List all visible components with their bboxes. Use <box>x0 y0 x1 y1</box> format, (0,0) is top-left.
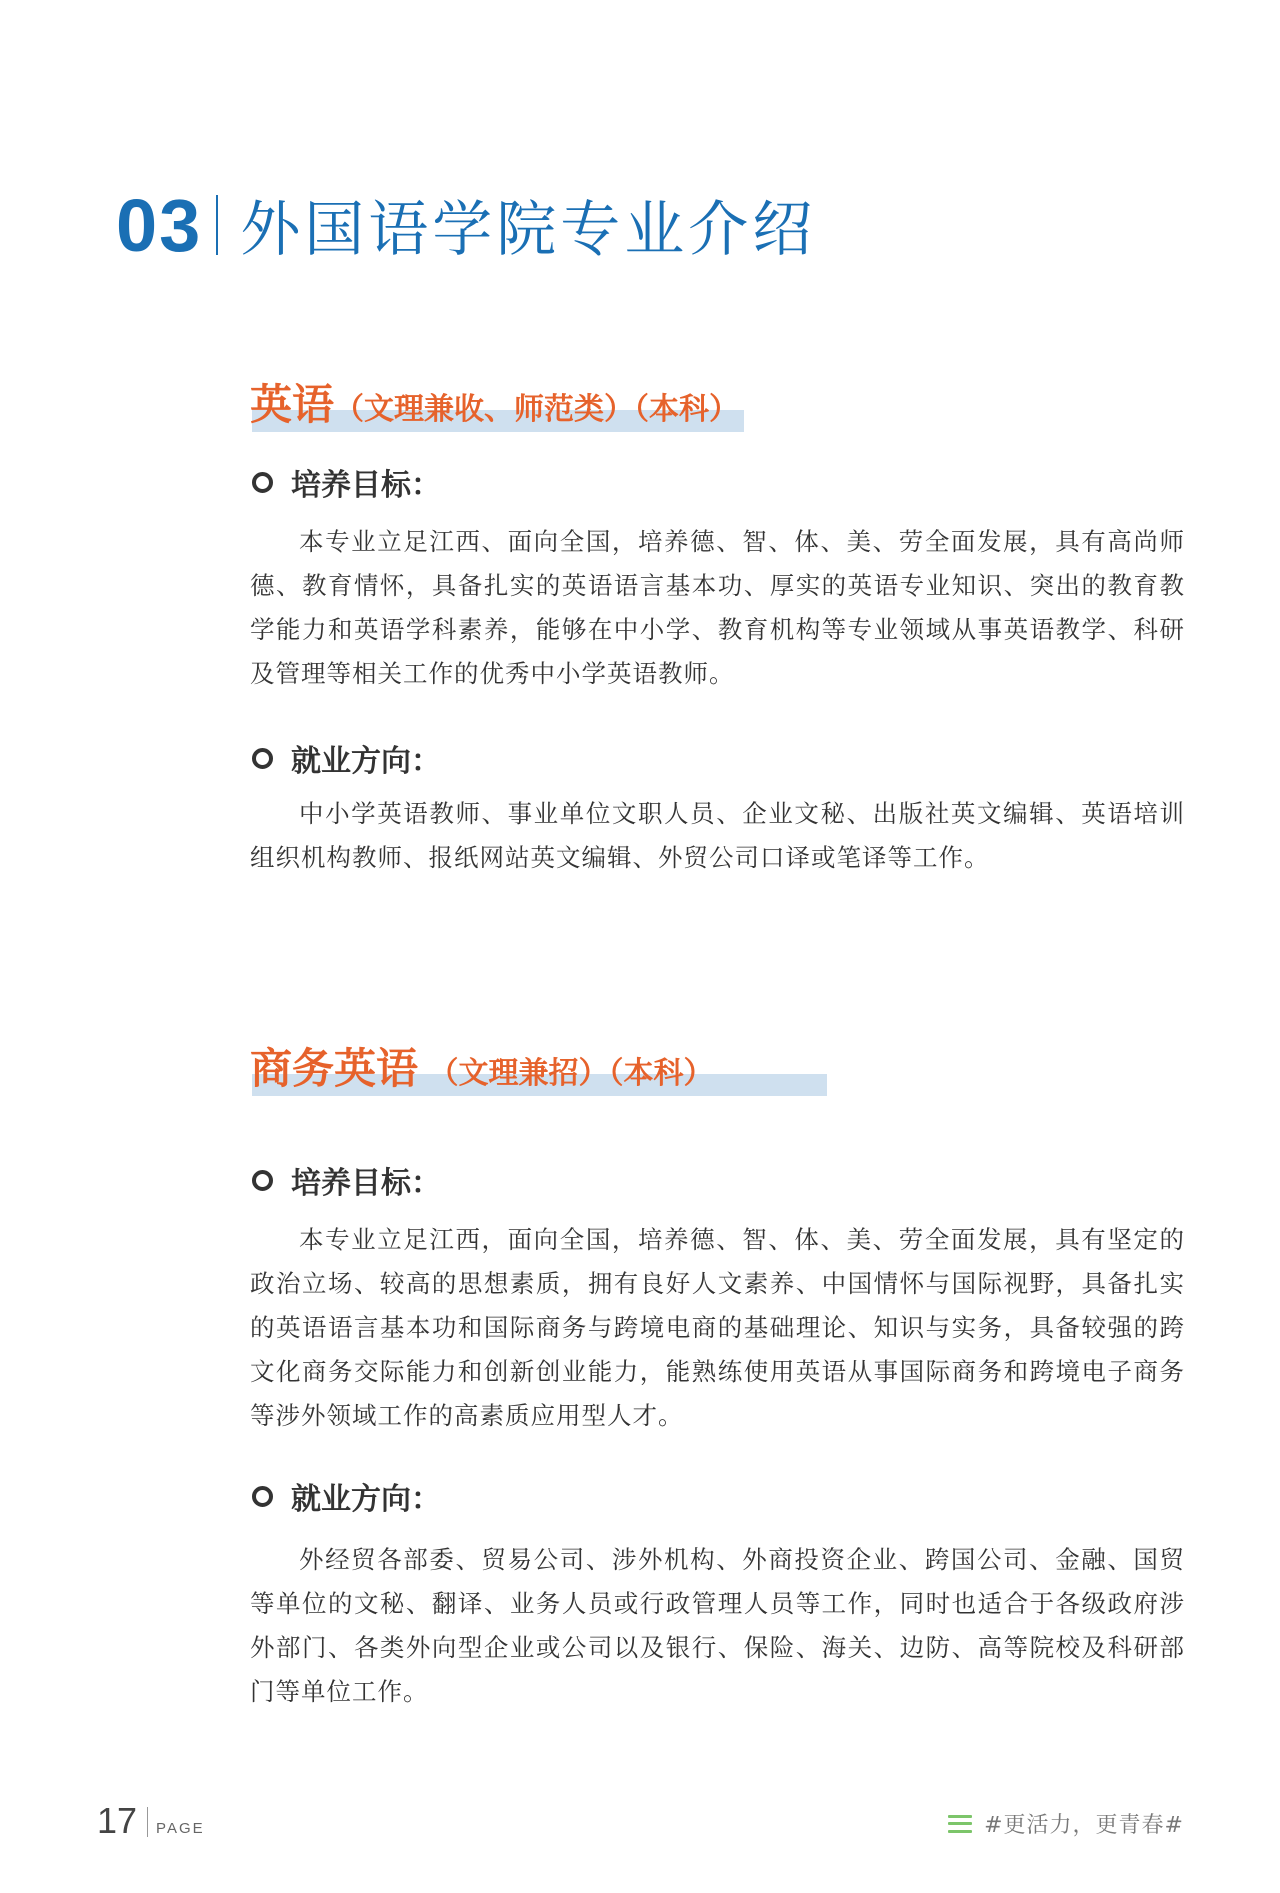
circle-bullet-icon <box>252 472 273 493</box>
career-heading <box>252 1472 1185 1520</box>
career-paragraph: 中小学英语教师、事业单位文职人员、企业文秘、出版社英文编辑、英语培训组织机构教师、报纸网站英文编辑、外贸公司口译或笔译等工作。 <box>250 799 1185 872</box>
footer-slogan <box>948 1808 1184 1839</box>
goal-heading <box>252 1156 1185 1204</box>
career-heading-text: 就业方向： <box>291 1482 441 1517</box>
page-number-block <box>97 1800 205 1841</box>
career-heading-text: 就业方向： <box>291 744 441 779</box>
page-number: 17 <box>97 1800 138 1841</box>
goal-heading-text: 培养目标： <box>291 1166 441 1201</box>
page-label: PAGE <box>156 1820 205 1837</box>
major-name: 商务英语 <box>250 1044 419 1093</box>
major-qualifier: （文理兼招）（本科） <box>418 1056 714 1091</box>
goal-paragraph: 本专业立足江西、面向全国，培养德、智、体、美、劳全面发展，具有高尚师德、教育情怀，具备扎实的英语语言基本功、厚实的英语专业知识、突出的教育教学能力和英语学科素养，能够在中小学、教育机构等专业领域从事英语教学、科研及管理等相关工作的优秀中小学英语教师。 <box>250 527 1185 688</box>
goal-paragraph: 本专业立足江西，面向全国，培养德、智、体、美、劳全面发展，具有坚定的政治立场、较高的思想素质，拥有良好人文素养、中国情怀与国际视野，具备扎实的英语语言基本功和国际商务与跨境电商的基础理论、知识与实务，具备较强的跨文化商务交际能力和创新创业能力，能熟练使用英语从事国际商务和跨境电子商务等涉外领域工作的高素质应用型人才。 <box>250 1225 1185 1430</box>
major-section-business-english <box>250 1036 1185 1714</box>
circle-bullet-icon <box>252 1486 273 1507</box>
slogan-text: #更活力，更青春# <box>984 1813 1184 1838</box>
career-paragraph: 外经贸各部委、贸易公司、涉外机构、外商投资企业、跨国公司、金融、国贸等单位的文秘、翻译、业务人员或行政管理人员等工作，同时也适合于各级政府涉外部门、各类外向型企业或公司以及银行、保险、海关、边防、高等院校及科研部门等单位工作。 <box>250 1545 1185 1706</box>
major-title-text <box>250 372 739 432</box>
menu-icon <box>948 1815 972 1833</box>
chapter-header <box>116 180 816 270</box>
career-heading <box>252 734 1185 782</box>
page-divider <box>147 1807 148 1837</box>
circle-bullet-icon <box>252 1170 273 1191</box>
major-title-text <box>250 1036 713 1096</box>
major-qualifier: （文理兼收、师范类）（本科） <box>334 392 740 427</box>
goal-heading <box>252 458 1185 506</box>
chapter-title: 外国语学院专业介绍 <box>240 195 817 265</box>
major-title <box>250 372 739 432</box>
major-name: 英语 <box>250 380 335 429</box>
goal-heading-text: 培养目标： <box>291 468 441 503</box>
major-section-english <box>250 372 1185 880</box>
chapter-number: 03 <box>116 183 203 267</box>
chapter-divider <box>216 195 218 255</box>
circle-bullet-icon <box>252 748 273 769</box>
major-title <box>250 1036 713 1096</box>
